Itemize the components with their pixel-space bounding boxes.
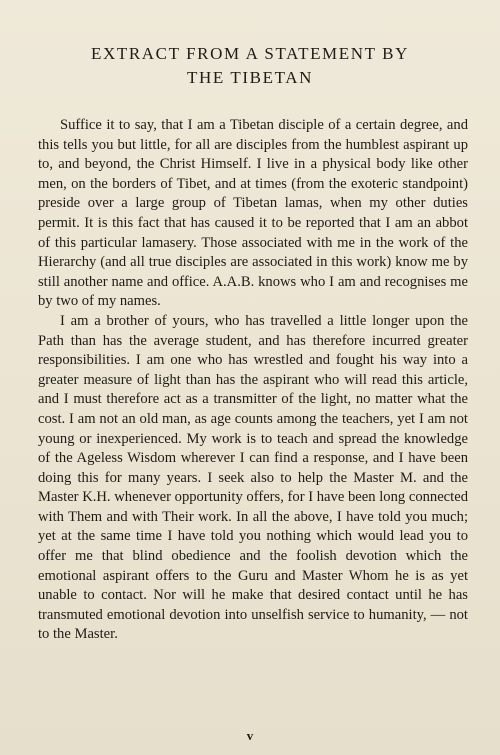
paragraph: Suffice it to say, that I am a Tibetan disciple of a certain degree, and this tells you but little, for all are disciples from the humblest aspirant up to, and beyond, the Christ Himself. I live in a physical body like other men, on the borders of Tibet, and at times (from the exoteric standpoint) preside over a large group of Tibetan lamas, when my other duties permit. It is this fact that has caused it to be reported that I am an abbot of this particular lamasery. Those associated with me in the work of the Hierarchy (and all true disciples are associated in this work) know me by still another name and office. A.A.B. knows who I am and recognises me by two of my names. xyxy=(38,117,468,310)
page-title xyxy=(0,42,500,90)
paragraph: I am a brother of yours, who has travelled a little longer upon the Path than has the average student, and has therefore incurred greater responsibilities. I am one who has wrestled and fought his way into a greater measure of light than has the aspirant who will read this article, and I must therefore act as a transmitter of the light, no matter what the cost. I am not an old man, as age counts among the teachers, yet I am not young or inexperienced. My work is to teach and spread the knowledge of the Ageless Wisdom wherever I can find a response, and I have been doing this for many years. I seek also to help the Master M. and the Master K.H. whenever opportunity offers, for I have been long connected with Them and with Their work. In all the above, I have told you much; yet at the same time I have told you nothing which would lead you to offer me that blind obedience and the foolish devotion which the emotional aspirant offers to the Guru and Master Whom he is as yet unable to contact. Nor will he make that desired contact until he has transmuted emotional devotion into unselfish service to humanity, — not to the Master. xyxy=(38,312,468,643)
title-line-2: THE TIBETAN xyxy=(187,68,313,87)
body-text xyxy=(38,116,468,645)
page-number: v xyxy=(246,728,254,743)
title-line-1: EXTRACT FROM A STATEMENT BY xyxy=(91,44,409,63)
